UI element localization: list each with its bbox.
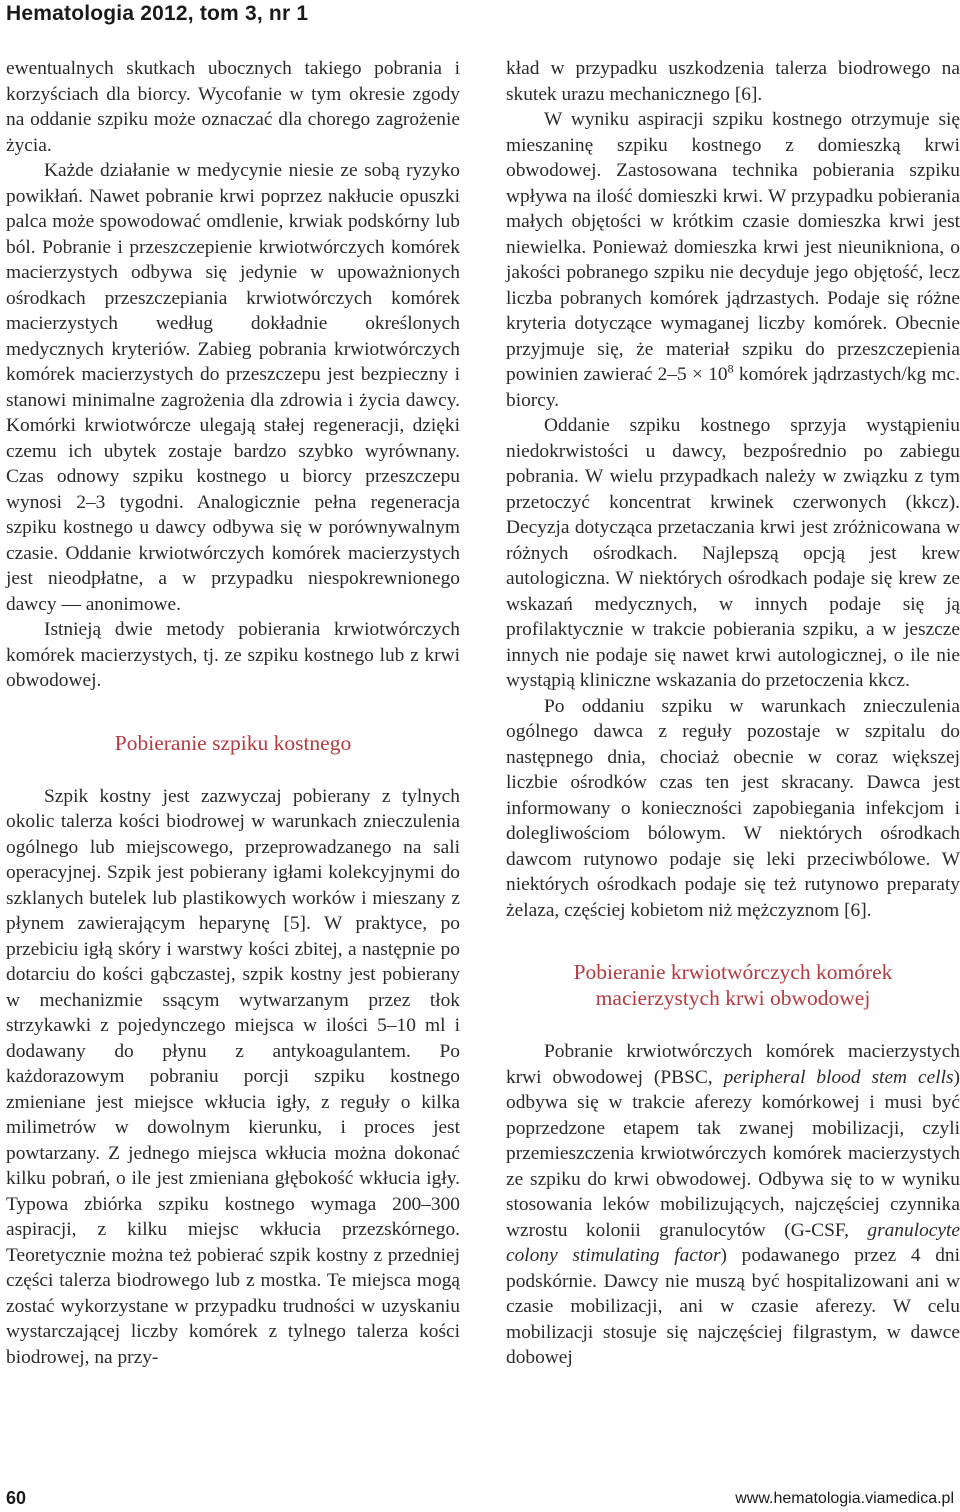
text-run: Pobranie krwiotwórczych komórek macierzystych krwi obwodowej (PBSC, xyxy=(506,1041,960,1088)
section-heading-bone-marrow: Pobieranie szpiku kostnego xyxy=(114,730,352,755)
text-run: ) odbywa się w trakcie aferezy komórkowej i musi być poprzedzone etapem tak zwanej mobilizacji, czyli przemieszczenia krwiotwórczych komórek macierzystych ze szpiku do krwi obwodowej. Odbywa się to w wyniku stosowania leków mobilizujących, najczęściej czynnika wzrostu kolonii granulocytów (G-CSF, xyxy=(506,1066,960,1241)
section-heading-peripheral-blood xyxy=(506,959,960,1011)
left-column xyxy=(6,56,460,1370)
heading-line: macierzystych krwi obwodowej xyxy=(595,986,871,1010)
paragraph: Istnieją dwie metody pobierania krwiotwórczych komórek macierzystych, tj. ze szpiku kostnego lub z krwi obwodowej. xyxy=(6,619,460,691)
paragraph xyxy=(506,107,960,413)
journal-url: www.hematologia.viamedica.pl xyxy=(735,1490,954,1507)
italic-term: peripheral blood stem cells xyxy=(723,1066,954,1088)
journal-header: Hematologia 2012, tom 3, nr 1 xyxy=(6,2,309,25)
paragraph: kład w przypadku uszkodzenia talerza biodrowego na skutek urazu mechanicznego [6]. xyxy=(506,58,960,105)
italic-term: granulocyte colony stimulating factor xyxy=(506,1219,960,1266)
right-column xyxy=(506,56,960,1371)
paragraph: Oddanie szpiku kostnego sprzyja wystąpieniu niedokrwistości u dawcy, bezpośrednio po zabiegu pobrania. W wielu przypadkach należy w związku z tym przetoczyć koncentrat krwinek czerwonych (kkcz). Decyzja dotycząca przetaczania krwi jest zróżnicowana w różnych ośrodkach. Najlepszą opcją jest krew autologiczna. W niektórych ośrodkach podaje się krew ze wskazań medycznych, w innych podaje się ją profilaktycznie w trakcie pobierania szpiku, a w jeszcze innych nie podaje się nawet krwi autologicznej, o ile nie wystąpią kliniczne wskazania do przetoczenia kkcz. xyxy=(506,415,960,691)
text-run: W wyniku aspiracji szpiku kostnego otrzymuje się mieszaninę szpiku kostnego z domieszką krwi obwodowej. Zastosowana technika pobierania szpiku wpływa na ilość domieszki krwi. W przypadku pobierania małych objętości w krótkim czasie domieszka krwi jest niewielka. Ponieważ domieszka krwi jest nieunikniona, o jakości pobranego szpiku nie decyduje jego objętość, lecz liczba pobranych komórek jądrzastych. Podaje się różne kryteria dotyczące wymaganej liczby komórek. Obecnie przyjmuje się, że materiał szpiku do przeszczepienia powinien zawierać 2–5 × 10 xyxy=(506,109,960,385)
paragraph xyxy=(506,1039,960,1371)
paragraph: ewentualnych skutkach ubocznych takiego pobrania i korzyściach dla biorcy. Wycofanie w tym okresie zgody na oddanie szpiku może oznaczać dla chorego zagrożenie życia. xyxy=(6,58,460,156)
paragraph: Szpik kostny jest zazwyczaj pobierany z tylnych okolic talerza kości biodrowej w warunkach znieczulenia ogólnego lub miejscowego, przeprowadzanego na sali operacyjnej. Szpik jest pobierany igłami kolekcyjnymi do szklanych butelek lub plastikowych worków i mieszany z płynem zawierającym heparynę [5]. W praktyce, po przebiciu igłą skóry i warstwy kości zbitej, a następnie po dotarciu do kości gąbczastej, szpik kostny jest pobierany w mechanizmie ssącym wytwarzanym przez tłok strzykawki z pojedynczego miejsca w ilości 5–10 ml i dodawany do płynu z antykoagulantem. Po każdorazowym pobraniu porcji szpiku kostnego zmieniane jest miejsce wkłucia igły, z reguły o kilka milimetrów w dowolnym kierunku, i proces jest powtarzany. Z jednego miejsca wkłucia można dokonać kilku pobrań, o ile jest zmieniana głębokość wkłucia igły. Typowa zbiórka szpiku kostnego wymaga 200–300 aspiracji, z kilku miejsc wkłucia przezskórnego. Teoretycznie można też pobierać szpik kostny z przedniej części talerza biodrowego lub z mostka. Te miejsca mogą zostać wykorzystane w przypadku trudności w uzyskaniu wystarczającej liczby komórek z tylnego talerza kości biodrowej, na przy- xyxy=(6,785,460,1368)
paragraph: Po oddaniu szpiku w warunkach znieczulenia ogólnego dawca z reguły pozostaje w szpitalu do następnego dnia, chociaż obecnie w coraz większej liczbie ośrodków czas ten jest skracany. Dawca jest informowany o konieczności zapobiegania infekcjom i dolegliwościom bólowym. W niektórych ośrodkach dawcom rutynowo podaje się leki przeciwbólowe. W niektórych ośrodkach podaje się też rutynowo preparaty żelaza, częściej kobietom niż mężczyznom [6]. xyxy=(506,695,960,921)
page-number: 60 xyxy=(6,1488,27,1508)
paragraph: Każde działanie w medycynie niesie ze sobą ryzyko powikłań. Nawet pobranie krwi poprzez nakłucie opuszki palca może spowodować omdlenie, krwiak podskórny lub ból. Pobranie i przeszczepienie krwiotwórczych komórek macierzystych odbywa się jedynie w upoważnionych ośrodkach przeszczepiania krwiotwórczych komórek macierzystych według dokładnie określonych medycznych kryteriów. Zabieg pobrania krwiotwórczych komórek macierzystych do przeszczepu jest bezpieczny i stanowi minimalne zagrożenia dla zdrowia i życia dawcy. Komórki krwiotwórcze ulegają stałej regeneracji, dzięki czemu ich ubytek zostaje bardzo szybko wyrównany. Czas odnowy szpiku kostnego u biorcy przeszczepu wynosi 2–3 tygodni. Analogicznie pełna regeneracja szpiku kostnego u dawcy odbywa się w porównywalnym czasie. Oddanie krwiotwórczych komórek macierzystych jest nieodpłatne, a w przypadku niespokrewnionego dawcy — anonimowe. xyxy=(6,160,460,615)
text-run: ) podawanego przez 4 dni podskórnie. Dawcy nie muszą być hospitalizowani ani w czasie mobilizacji, ani w czasie aferezy. W celu mobilizacji stosuje się najczęściej filgrastym, w dawce dobowej xyxy=(506,1245,960,1368)
heading-line: Pobieranie krwiotwórczych komórek xyxy=(573,960,893,984)
text-run: komórek jądrzastych/kg mc. biorcy. xyxy=(506,364,960,411)
superscript: 8 xyxy=(727,361,734,376)
